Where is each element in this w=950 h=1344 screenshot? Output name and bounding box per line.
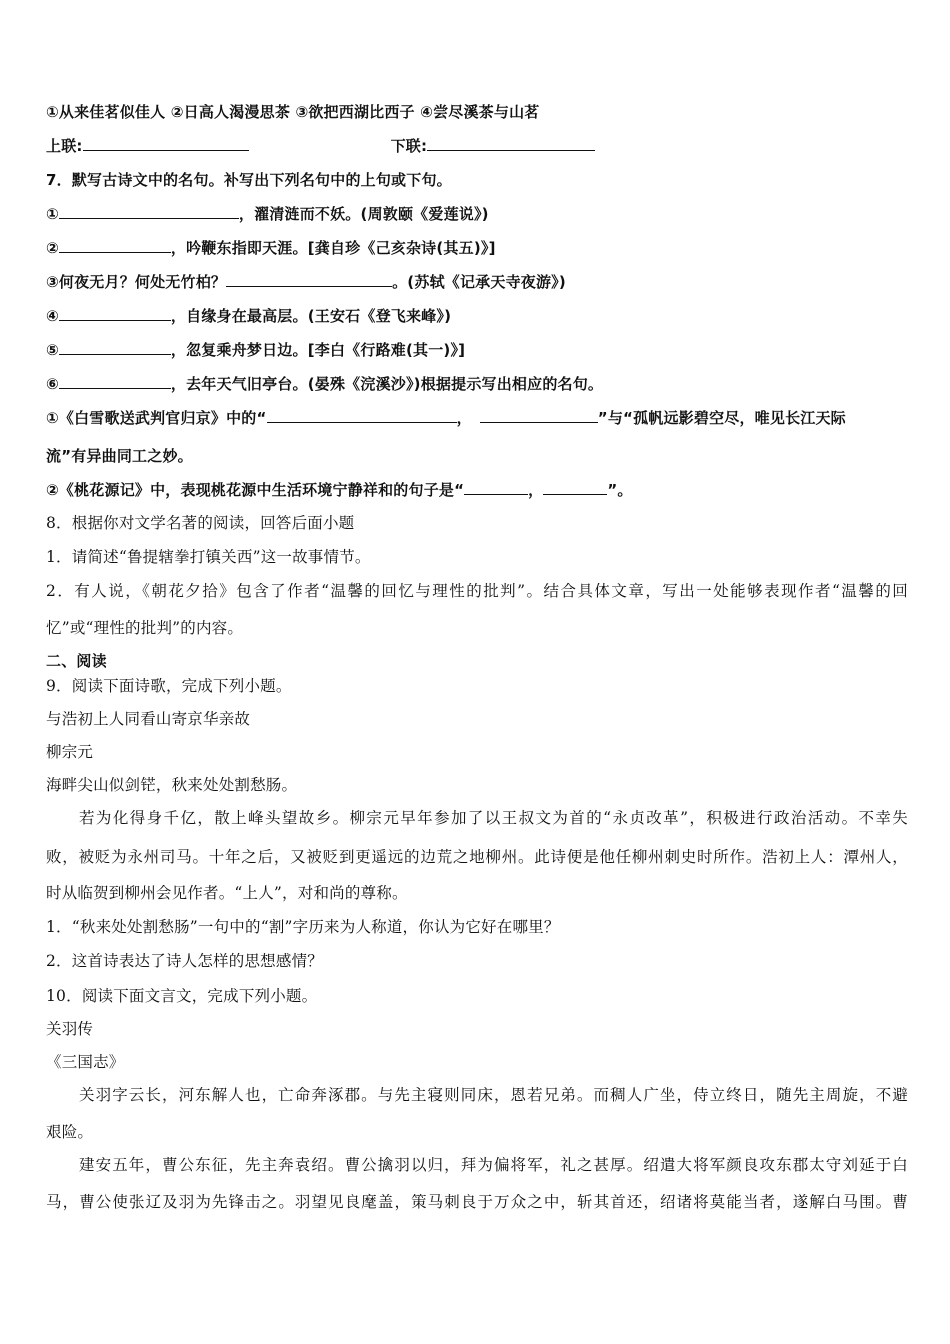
q7-blank-2[interactable] (59, 238, 171, 253)
paragraph-2-line-1: 建安五年，曹公东征，先主奔袁绍。曹公擒羽以归，拜为偏将军，礼之甚厚。绍遣大将军颜良攻东郡太守刘延于白 (79, 1156, 908, 1174)
q7-item-6: ⑥ ，去年天气旧亭台。(晏殊《浣溪沙》)根据提示写出相应的名句。 (46, 375, 604, 393)
q7-extra2-blank-a[interactable] (464, 480, 528, 495)
q7-blank-3[interactable] (226, 272, 392, 287)
poem-author: 柳宗元 (46, 743, 94, 761)
upper-couplet-label: 上联: (46, 137, 83, 155)
q7-item-5: ⑤ ，忽复乘舟梦日边。[李白《行路难(其一)》] (46, 341, 466, 359)
q7-item-1: ① ，濯清涟而不妖。(周敦颐《爱莲说》) (46, 205, 489, 223)
q7-extra-1-line1: ①《白雪歌送武判官归京》中的“ ， ”与“孤帆远影碧空尽，唯见长江天际 (46, 409, 846, 427)
q7-extra1-blank-a[interactable] (267, 408, 457, 423)
poem-note-line-2: 败，被贬为永州司马。十年之后，又被贬到更遥远的边荒之地柳州。此诗便是他任柳州刺史时所作。浩初上人：潭州人， (46, 848, 908, 866)
upper-couplet-blank[interactable] (83, 136, 249, 151)
q9-title: 9．阅读下面诗歌，完成下列小题。 (46, 677, 292, 695)
lower-couplet-blank[interactable] (427, 136, 595, 151)
poem-note-line-3: 时从临贺到柳州会见作者。“上人”，对和尚的尊称。 (46, 884, 408, 902)
q9-sub-2: 2．这首诗表达了诗人怎样的思想感情？ (46, 952, 323, 970)
lower-couplet-label: 下联: (390, 137, 428, 155)
text-title: 关羽传 (46, 1020, 94, 1038)
q8-title: 8．根据你对文学名著的阅读，回答后面小题 (46, 514, 355, 532)
q8-sub-2-line2: 忆”或“理性的批判”的内容。 (46, 619, 244, 637)
q7-extra2-blank-b[interactable] (543, 480, 607, 495)
q9-sub-1: 1．“秋来处处割愁肠”一句中的“割”字历来为人称道，你认为它好在哪里？ (46, 918, 560, 936)
q7-extra-1-line2: 流”有异曲同工之妙。 (46, 447, 193, 465)
poem-note-line-1: 若为化得身千亿，散上峰头望故乡。柳宗元早年参加了以王叔文为首的“永贞改革”，积极进行政治活动。不幸失 (79, 809, 908, 827)
q8-sub-2-line1: 2．有人说，《朝花夕拾》包含了作者“温馨的回忆与理性的批判”。结合具体文章，写出一处能够表现作者“温馨的回 (46, 582, 908, 600)
text-source: 《三国志》 (46, 1053, 125, 1071)
section-heading-reading: 二、阅读 (46, 652, 107, 670)
paragraph-1-line-2: 艰险。 (46, 1123, 94, 1141)
q7-blank-6[interactable] (59, 374, 171, 389)
q7-blank-1[interactable] (59, 204, 239, 219)
paragraph-2-line-2: 马，曹公使张辽及羽为先锋击之。羽望见良麾盖，策马刺良于万众之中，斩其首还，绍诸将莫能当者，遂解白马围。曹 (46, 1193, 908, 1211)
q7-extra1-blank-b[interactable] (480, 408, 598, 423)
paragraph-1-line-1: 关羽字云长，河东解人也，亡命奔涿郡。与先主寝则同床，恩若兄弟。而稠人广坐，侍立终日，随先主周旋，不避 (79, 1086, 908, 1104)
q10-title: 10．阅读下面文言文，完成下列小题。 (46, 987, 318, 1005)
q6-options: ①从来佳茗似佳人 ②日高人渴漫思茶 ③欲把西湖比西子 ④尝尽溪茶与山茗 (46, 103, 540, 121)
q6-couplet-line (46, 136, 908, 156)
q8-sub-1: 1．请简述“鲁提辖拳打镇关西”这一故事情节。 (46, 548, 371, 566)
q7-item-2: ② ，吟鞭东指即天涯。[龚自珍《己亥杂诗(其五)》] (46, 239, 496, 257)
poem-title: 与浩初上人同看山寄京华亲故 (46, 710, 251, 728)
q7-title: 7．默写古诗文中的名句。补写出下列名句中的上句或下句。 (46, 171, 452, 189)
q7-extra-2: ②《桃花源记》中，表现桃花源中生活环境宁静祥和的句子是“ ， ”。 (46, 481, 633, 499)
q7-blank-4[interactable] (59, 306, 171, 321)
q7-blank-5[interactable] (59, 340, 171, 355)
q7-item-4: ④ ，自缘身在最高层。(王安石《登飞来峰》) (46, 307, 452, 325)
poem-line-1: 海畔尖山似剑铓，秋来处处割愁肠。 (46, 776, 298, 794)
q7-item-3: ③何夜无月？何处无竹柏？ 。(苏轼《记承天寺夜游》) (46, 273, 566, 291)
